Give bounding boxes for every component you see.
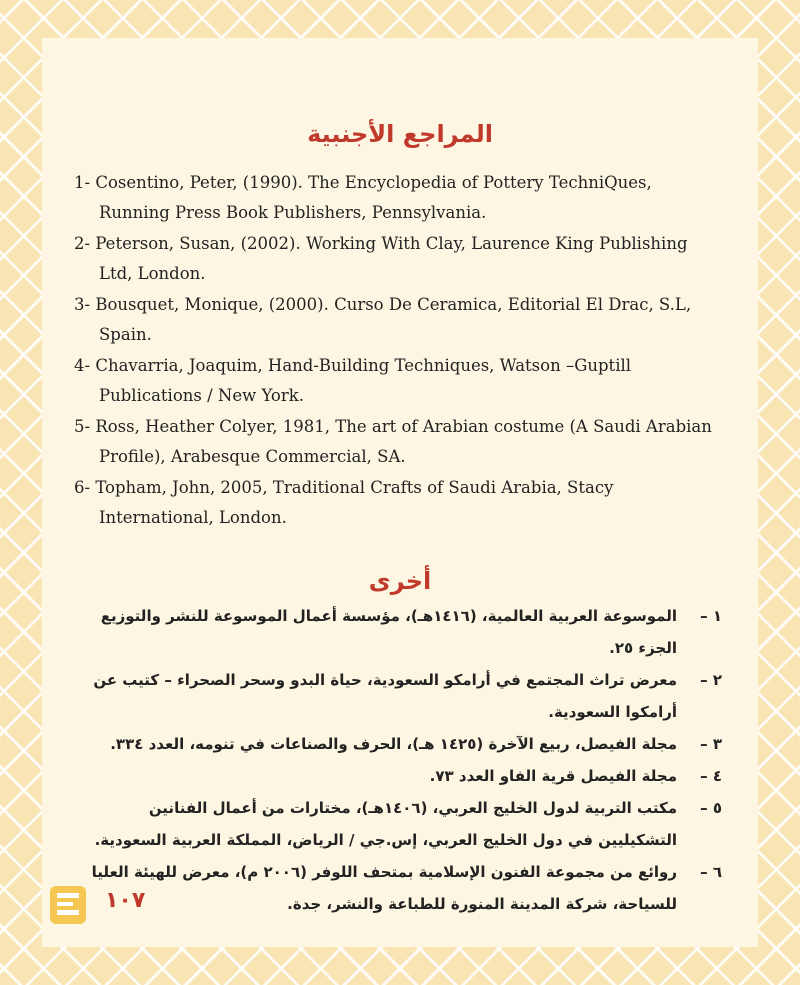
list-item: 3- Bousquet, Monique, (2000). Curso De Ceramica, Editorial El Drac, S.L, Spain. (74, 295, 692, 344)
page-number: ١٠٧ (105, 888, 146, 913)
list-item (72, 760, 722, 792)
book-logo-icon (48, 880, 88, 928)
item-number: ٢ – (700, 671, 722, 689)
item-text: الموسوعة العربية العالمية، (١٤١٦هـ)، مؤسسة أعمال الموسوعة للنشر والتوزيع الجزء ٢٥. (100, 607, 677, 657)
list-item (72, 728, 722, 760)
item-text: مكتب التربية لدول الخليج العربي، (١٤٠٦هـ)، مختارات من أعمال الفنانين التشكيليين في دول الخليج العربي، إس.جي / الرياض، المملكة العربية السعودية. (94, 799, 677, 849)
item-number: ٥ – (700, 799, 722, 817)
item-text: مجلة الفيصل قرية الفاو العدد ٧٣. (429, 767, 677, 785)
item-number: ٣ – (700, 735, 722, 753)
item-text: معرض تراث المجتمع في أرامكو السعودية، حياة البدو وسحر الصحراء – كتيب عن أرامكوا السعودية. (93, 671, 677, 721)
foreign-references-list (74, 168, 714, 534)
list-item: 4- Chavarria, Joaquim, Hand-Building Techniques, Watson –Guptill Publications / New York. (74, 356, 632, 405)
item-text: روائع من مجموعة الفنون الإسلامية بمتحف اللوفر (٢٠٠٦ م)، معرض للهيئة العليا للسياحة، شركة المدينة المنورة للطباعة والنشر، جدة. (91, 863, 677, 913)
item-text: مجلة الفيصل، ربيع الآخرة (١٤٢٥ هـ)، الحرف والصناعات في تنومه، العدد ٣٣٤. (110, 735, 677, 753)
foreign-references-title: المراجع الأجنبية (307, 120, 493, 148)
other-references-list (72, 600, 722, 920)
item-number: ٤ – (700, 767, 722, 785)
list-item: 5- Ross, Heather Colyer, 1981, The art of Arabian costume (A Saudi Arabian Profile), Arabesque Commercial, SA. (74, 417, 712, 466)
list-item: 1- Cosentino, Peter, (1990). The Encyclopedia of Pottery TechniQues, Running Press Book Publishers, Pennsylvania. (74, 173, 652, 222)
list-item (72, 600, 722, 664)
list-item: 2- Peterson, Susan, (2002). Working With Clay, Laurence King Publishing Ltd, London. (74, 234, 688, 283)
other-references-title: أخرى (368, 567, 432, 595)
list-item (72, 856, 722, 920)
item-number: ١ – (700, 607, 722, 625)
item-number: ٦ – (700, 863, 722, 881)
list-item (72, 792, 722, 856)
list-item: 6- Topham, John, 2005, Traditional Crafts of Saudi Arabia, Stacy International, London. (74, 478, 614, 527)
list-item (72, 664, 722, 728)
